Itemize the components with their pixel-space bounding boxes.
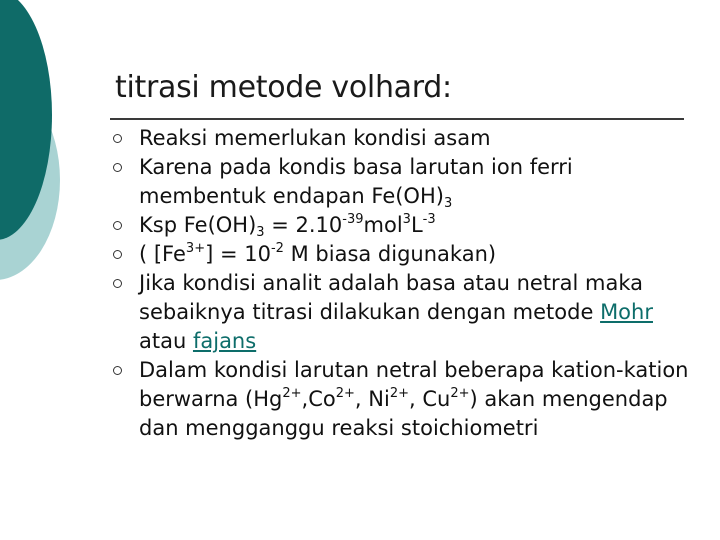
superscript: -3 [422,212,436,227]
list-item [113,153,693,211]
item-text: Jika kondisi analit adalah basa atau netral maka sebaiknya titrasi dilakukan dengan metode [139,271,644,324]
item-text: atau [139,329,193,353]
item-text: M biasa digunakan) [283,242,497,266]
item-text: , Cu [408,387,451,411]
superscript: 2+ [389,386,409,401]
title-divider [110,118,684,120]
item-text: Reaksi memerlukan kondisi asam [139,126,491,150]
item-text: ( [Fe [139,242,186,266]
superscript: 2+ [335,386,355,401]
circle-bullet-icon [113,221,122,230]
superscript: 3+ [185,241,206,256]
item-text: L [410,213,423,237]
item-text: ] = 10 [205,242,271,266]
circle-bullet-icon [113,134,122,143]
item-text: ) akan mengendap dan mengganggu reaksi stoichiometri [139,387,668,440]
slide-title: titrasi metode volhard: [115,70,452,105]
item-text: Karena pada kondis basa larutan ion ferri membentuk endapan Fe(OH) [139,155,573,208]
mohr-link[interactable]: Mohr [600,300,653,324]
item-text: ,Co [301,387,336,411]
list-item [113,211,693,240]
circle-bullet-icon [113,366,122,375]
item-text: Dalam kondisi larutan netral beberapa kation-kation berwarna (Hg [139,358,689,411]
superscript: 3 [402,212,411,227]
superscript: 2+ [282,386,302,401]
item-text: mol [363,213,403,237]
list-item [113,269,693,356]
superscript: 2+ [450,386,470,401]
list-item [113,124,693,153]
superscript: -39 [342,212,364,227]
circle-bullet-icon [113,250,122,259]
subscript: 3 [443,196,453,211]
item-text: = 2.10 [264,213,343,237]
subscript: 3 [256,225,265,240]
circle-bullet-icon [113,279,122,288]
list-item [113,356,693,443]
superscript: -2 [270,241,284,256]
item-text: , Ni [354,387,390,411]
bullet-list [113,124,693,443]
list-item [113,240,693,269]
fajans-link[interactable]: fajans [192,329,257,353]
item-text: Ksp Fe(OH) [139,213,257,237]
circle-bullet-icon [113,163,122,172]
